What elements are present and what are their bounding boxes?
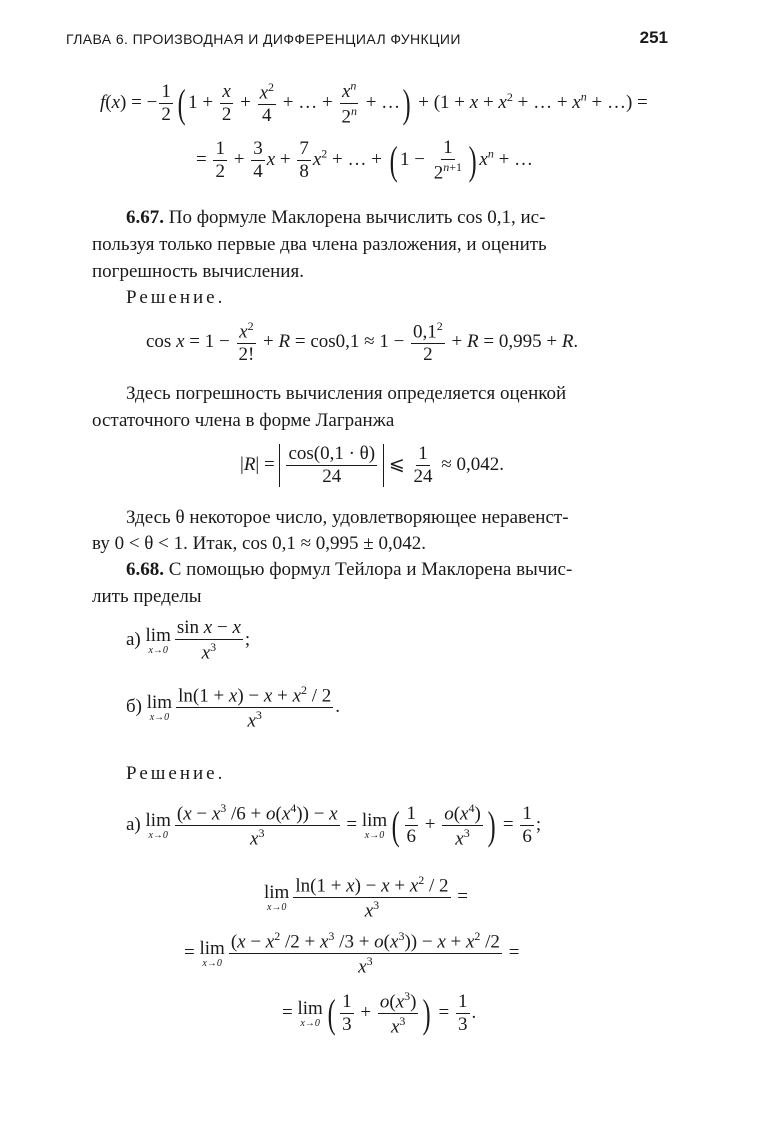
problem-67-line3: погрешность вычисления. bbox=[92, 261, 304, 282]
explain2-line2: ву 0 < θ < 1. Итак, cos 0,1 ≈ 0,995 ± 0,042. bbox=[92, 533, 426, 554]
solution-b-line1: lim x→0 $\frac{\ln(1 + x) - x + x^2 / 2}{x^3}$ = bbox=[264, 873, 468, 922]
problem-67-line2: пользуя только первые два члена разложения, и оценить bbox=[92, 234, 547, 255]
explain2-line1: Здесь θ некоторое число, удовлетворяющее неравенст- bbox=[126, 507, 569, 528]
page-number: 251 bbox=[639, 28, 668, 47]
chapter-title: ГЛАВА 6. ПРОИЗВОДНАЯ И ДИФФЕРЕНЦИАЛ ФУНКЦИИ bbox=[66, 31, 461, 47]
formula-fx-line1: f(x) = − $\frac{1}{2}$ ( 1 + $\frac{x}{2}$ + $\frac{x^2}{4}$ + … + $\frac{x^n}{2^n}$ + …) + ($1 + x + x^2$ + … + $x^n$ + …) = bbox=[100, 79, 648, 128]
formula-remainder: |R| = $\frac{\cos(0,1 \cdot \theta)}{24}$ ⩽ $\frac{1}{24}$ ≈ 0,042. bbox=[240, 443, 504, 487]
problem-68-line1: 6.68. С помощью формул Тейлора и Маклорена вычис- bbox=[126, 559, 573, 580]
explain-line2: остаточного члена в форме Лагранжа bbox=[92, 410, 395, 431]
problem-67-line1: 6.67. По формуле Маклорена вычислить cos 0,1, ис- bbox=[126, 207, 546, 228]
explain-line1: Здесь погрешность вычисления определяется оценкой bbox=[126, 383, 567, 404]
solution-label-67: Решение. bbox=[126, 287, 226, 308]
problem-68-line2: лить пределы bbox=[92, 586, 202, 607]
solution-a: а) lim x→0 $\frac{(x - x^3 /6 + o(x^4)) - x}{x^3}$ = lim x→0 ( $\frac{1}{6}$ + $\frac{o(x^4)}{x^3}$ ) = $\frac{1}{6}$ ; bbox=[126, 801, 542, 850]
solution-b-line2: = lim x→0 $\frac{(x - x^2 /2 + x^3 /3 + o(x^3)) - x + x^2 /2}{x^3}$ = bbox=[184, 929, 520, 978]
formula-cos: cos x = 1 − $\frac{x^2}{2!}$ + R = cos0,1 ≈ 1 − $\frac{0,1^2}{2}$ + R = 0,995 + R. bbox=[146, 319, 579, 366]
limit-b: б) lim x→0 $\frac{\ln(1 + x) - x + x^2 / 2}{x^3}$ . bbox=[126, 683, 341, 732]
limit-a: а) lim x→0 $\frac{\text{sin x − x}}{x^3}$ ; bbox=[126, 617, 251, 664]
solution-label-68: Решение. bbox=[126, 763, 226, 784]
solution-b-line3: = lim x→0 ( $\frac{1}{3}$ + $\frac{o(x^3)}{x^3}$ ) = $\frac{1}{3}$ . bbox=[282, 989, 477, 1038]
problem-67-number: 6.67. bbox=[126, 207, 164, 228]
problem-68-number: 6.68. bbox=[126, 559, 164, 580]
formula-fx-line2: = $\frac{1}{2}$ + $\frac{3}{4}$ x + $\frac{7}{8}$ $x^2$ + … + ( 1 − $\frac{1}{2^{n+1}}$ ) $x^n$ + … bbox=[196, 137, 534, 184]
running-header bbox=[66, 28, 668, 54]
